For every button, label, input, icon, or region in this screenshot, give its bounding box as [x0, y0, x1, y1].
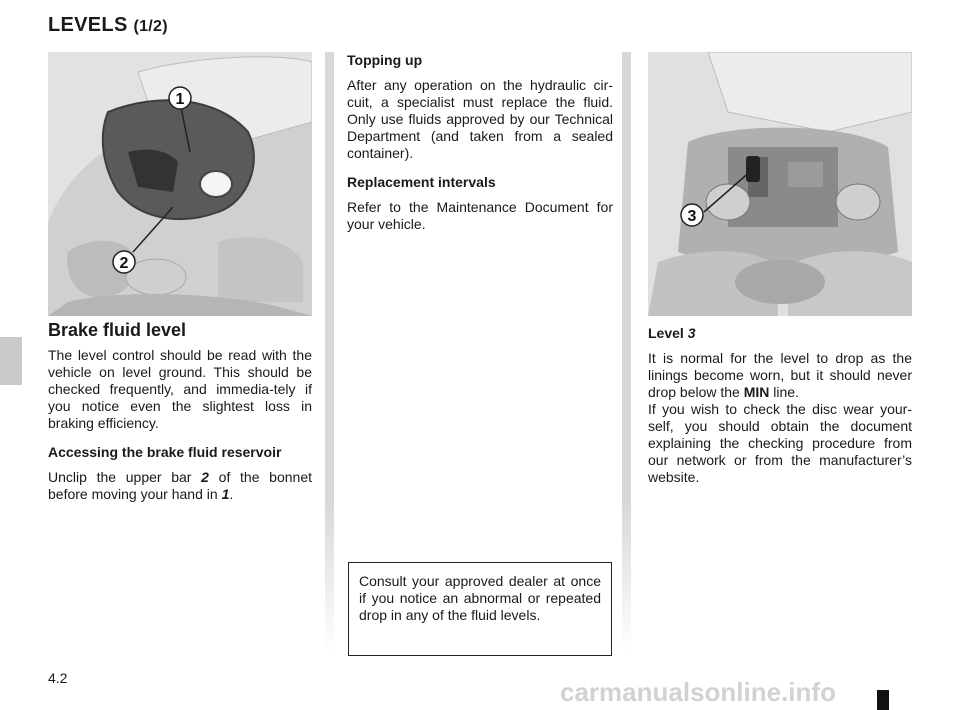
- vehicle-front-photo: [48, 52, 312, 316]
- ref-3: 3: [687, 325, 696, 341]
- replacement-intervals-text: Refer to the Maintenance Document for your vehicle.: [347, 199, 613, 232]
- watermark: carmanualsonline.info: [560, 677, 836, 707]
- page-title-main: LEVELS: [48, 14, 128, 36]
- access-reservoir-text: Unclip the upper bar 2 of the bonnet before moving your hand in 1.: [48, 469, 312, 502]
- callout-2: 2: [119, 255, 129, 272]
- left-column-text: [48, 322, 312, 515]
- disc-wear-text: If you wish to check the disc wear your-self, you should obtain the document explaining the checking procedure from our network or from the manufacturer’s website.: [648, 401, 912, 485]
- callout-3: 3: [687, 208, 697, 225]
- middle-column-text: [347, 52, 613, 245]
- page-title-sub: (1/2): [133, 18, 168, 35]
- topping-up-text: After any operation on the hydraulic cir-cuit, a specialist must replace the fluid. Only use fluids approved by our Technical Department (and taken from a sealed container).: [347, 77, 613, 161]
- page-title: [48, 14, 168, 37]
- column-divider-left: [325, 52, 334, 652]
- page-number: 4.2: [48, 670, 68, 686]
- ref-2: 2: [201, 469, 209, 485]
- engine-bay-illustration: [648, 52, 912, 316]
- ref-1: 1: [221, 486, 230, 502]
- level-3-heading: Level 3: [648, 325, 696, 341]
- dealer-note-box: [348, 562, 612, 656]
- dealer-note-text: Consult your approved dealer at once if you notice an abnormal or repeated drop in any of the fluid levels.: [359, 573, 601, 623]
- brake-fluid-intro: The level control should be read with the vehicle on level ground. This should be checked frequently, and immedia-tely if you notice even the slightest loss in braking efficiency.: [48, 347, 312, 431]
- callout-1: 1: [175, 91, 185, 108]
- access-reservoir-heading: Accessing the brake fluid reservoir: [48, 444, 282, 460]
- topping-up-heading: Topping up: [347, 52, 423, 68]
- right-column-text: [648, 325, 912, 498]
- min-label: MIN: [743, 384, 770, 400]
- section-tab: [0, 337, 22, 385]
- corner-mark: [877, 690, 889, 710]
- vehicle-front-illustration: [48, 52, 312, 316]
- level-3-text: It is normal for the level to drop as the linings become worn, but it should never drop below the MIN line.: [648, 350, 912, 400]
- replacement-intervals-heading: Replacement intervals: [347, 174, 496, 190]
- brake-fluid-heading: Brake fluid level: [48, 320, 187, 340]
- engine-bay-photo: [648, 52, 912, 316]
- column-divider-right: [622, 52, 631, 652]
